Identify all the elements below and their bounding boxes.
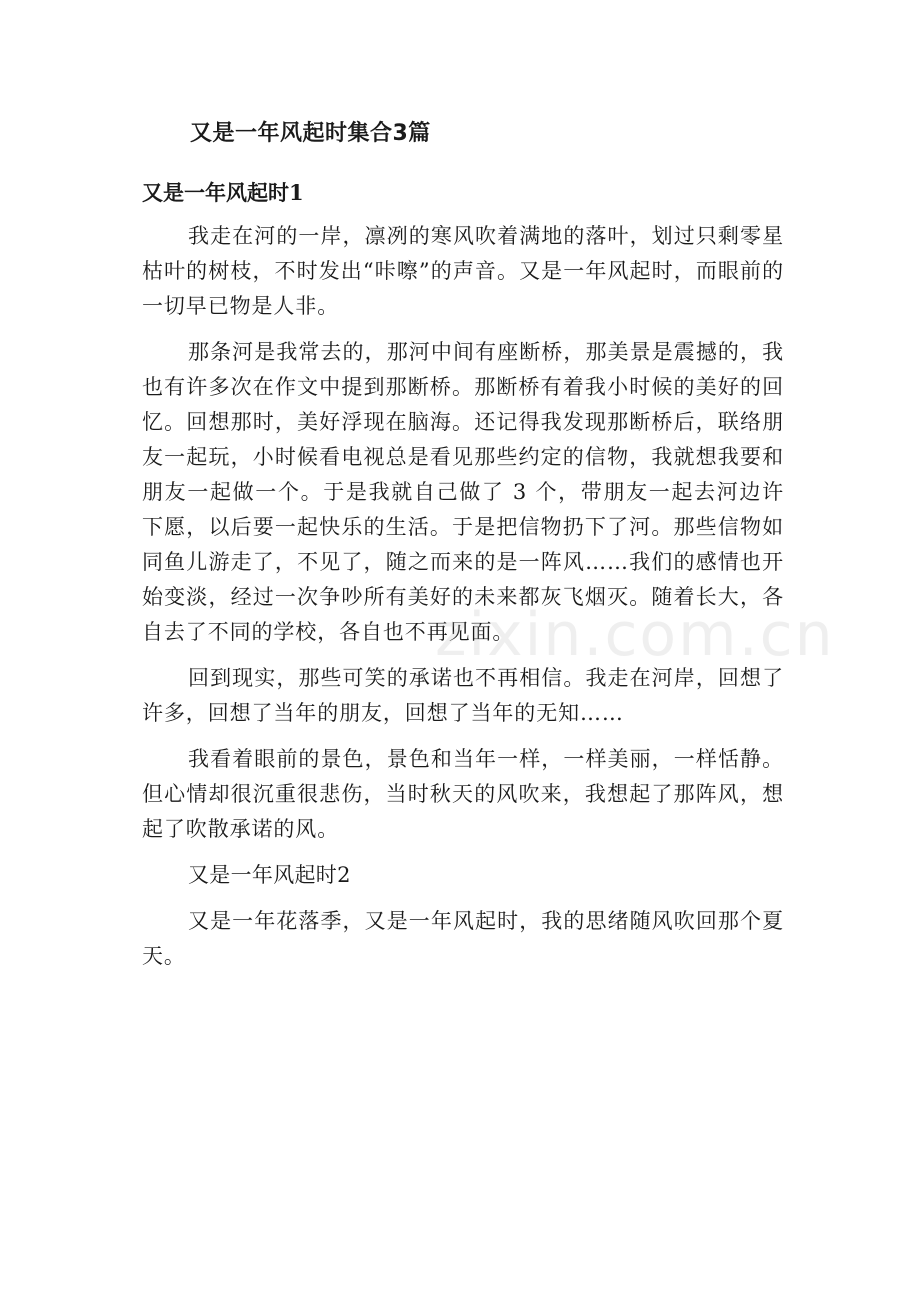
section-heading-2: 又是一年风起时2	[188, 863, 351, 887]
section-heading-1: 又是一年风起时1	[142, 180, 304, 205]
paragraph-5: 又是一年花落季，又是一年风起时，我的思绪随风吹回那个夏天。	[142, 909, 784, 968]
watermark: zixin.com.cn	[435, 600, 835, 670]
paragraph-1: 我走在河的一岸，凛冽的寒风吹着满地的落叶，划过只剩零星枯叶的树枝，不时发出“咔嚓”的声音。又是一年风起时，而眼前的一切早已物是人非。	[142, 224, 784, 318]
paragraph-2: 那条河是我常去的，那河中间有座断桥，那美景是震撼的，我也有许多次在作文中提到那断桥。那断桥有着我小时候的美好的回忆。回想那时，美好浮现在脑海。还记得我发现那断桥后，联络朋友一起玩，小时候看电视总是看见那些约定的信物，我就想我要和朋友一起做一个。于是我就自己做了 3 个，带朋友一起去河边许下愿，以后要一起快乐的生活。于是把信物扔下了河。那些信物如同鱼儿游走了，不见了，随之而来的是一阵风……我们的感情也开始变淡，经过一次争吵所有美好的未来都灰飞烟灭。随着长大，各自去了不同的学校，各自也不再见面。	[142, 340, 784, 644]
paragraph-4: 我看着眼前的景色，景色和当年一样，一样美丽，一样恬静。但心情却很沉重很悲伤，当时秋天的风吹来，我想起了那阵风，想起了吹散承诺的风。	[142, 747, 784, 841]
paragraph-3: 回到现实，那些可笑的承诺也不再相信。我走在河岸，回想了许多，回想了当年的朋友，回想了当年的无知……	[142, 666, 784, 725]
document-body	[142, 219, 784, 985]
document-title: 又是一年风起时集合3篇	[190, 121, 431, 146]
